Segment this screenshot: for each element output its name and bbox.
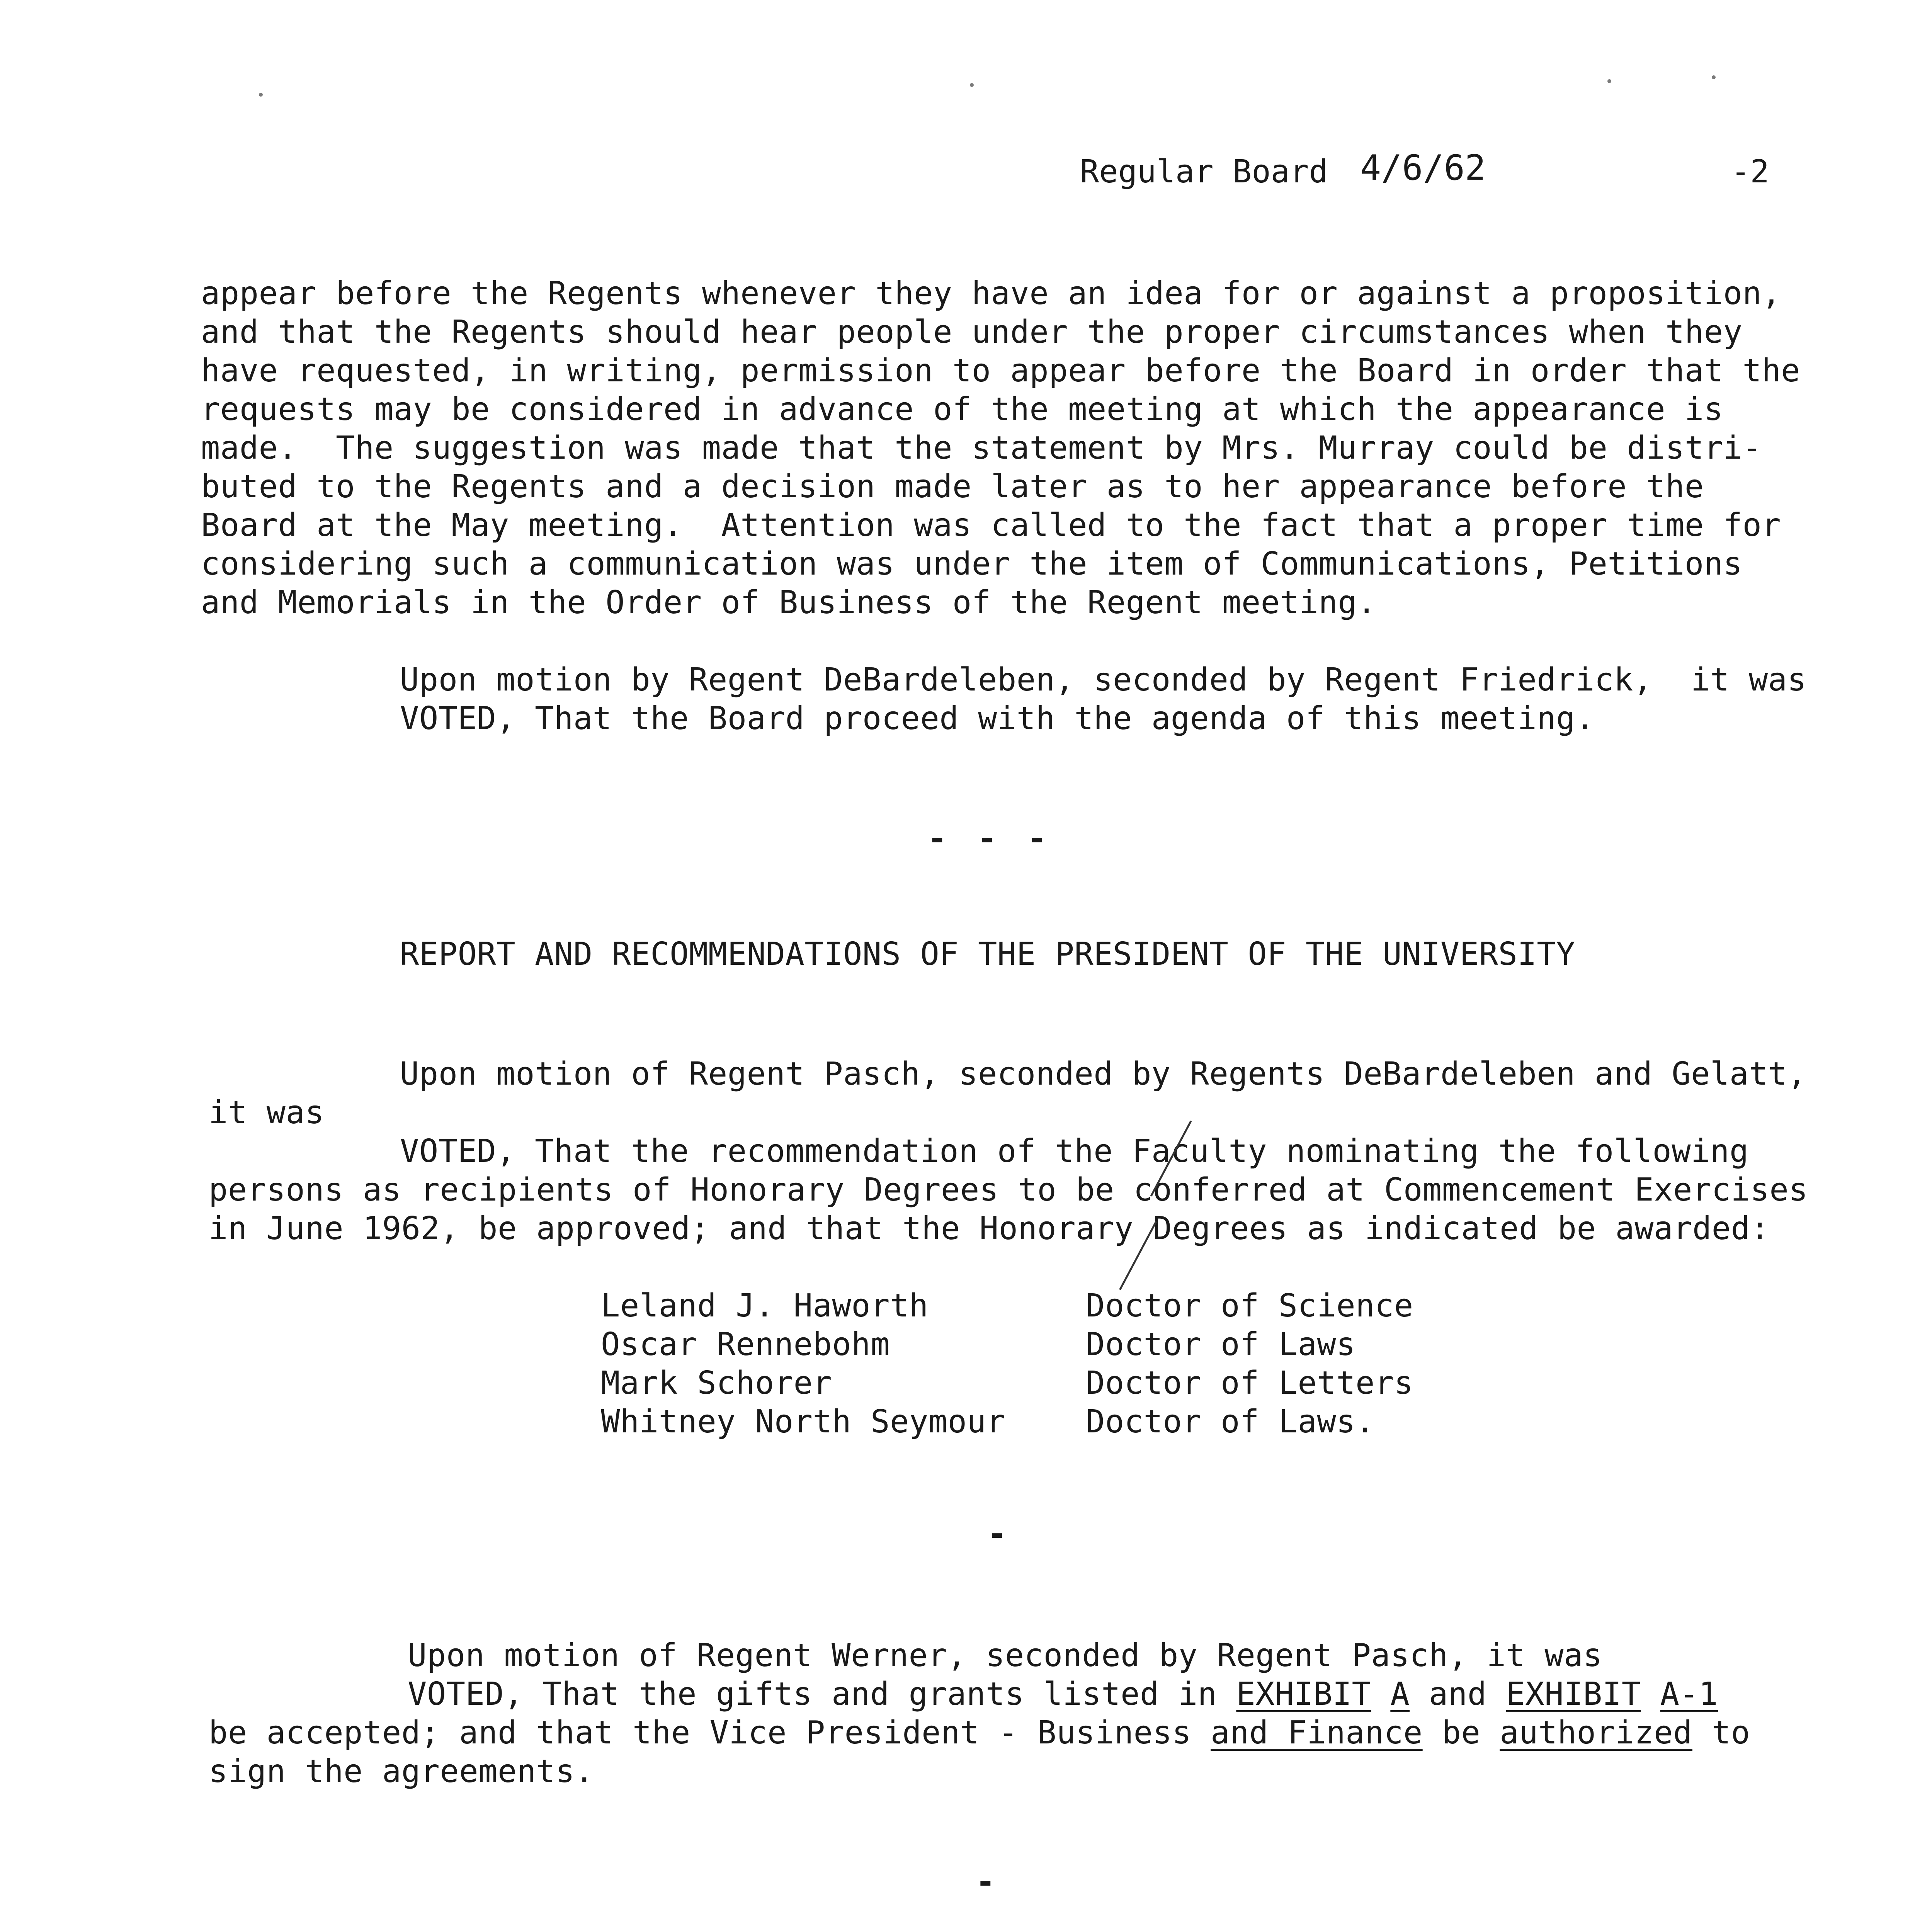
text-line: Upon motion by Regent DeBardeleben, seconded by Regent Friedrick, it was: [400, 662, 1807, 698]
text-fragment: [1371, 1676, 1390, 1713]
scan-speck: [1712, 75, 1716, 79]
section-separator: - - -: [927, 819, 1052, 857]
exhibit-a1-link-word: EXHIBIT: [1506, 1676, 1641, 1713]
text-line: it was: [209, 1094, 325, 1131]
scan-speck: [259, 93, 263, 97]
text-line: appear before the Regents whenever they have an idea for or against a proposition,: [201, 275, 1781, 312]
text-line: made. The suggestion was made that the statement by Mrs. Murray could be distri-: [201, 430, 1762, 466]
honoree-degree: Doctor of Science: [1086, 1287, 1413, 1324]
exhibit-a-letter: A: [1390, 1676, 1410, 1713]
honoree-name: Oscar Rennebohm: [601, 1326, 890, 1363]
text-line: persons as recipients of Honorary Degrees to be conferred at Commencement Exercises: [209, 1172, 1808, 1208]
scan-speck: [970, 83, 974, 87]
text-line: buted to the Regents and a decision made later as to her appearance before the: [201, 468, 1704, 505]
text-fragment: be accepted; and that the Vice President - Business: [209, 1714, 1211, 1751]
honoree-name: Leland J. Haworth: [601, 1287, 929, 1324]
honoree-degree: Doctor of Laws.: [1086, 1403, 1375, 1440]
honoree-name: Mark Schorer: [601, 1365, 832, 1401]
text-line: VOTED, That the recommendation of the Faculty nominating the following: [400, 1133, 1749, 1170]
text-line: Upon motion of Regent Werner, seconded by Regent Pasch, it was: [408, 1637, 1602, 1674]
header-title: Regular Board: [1080, 153, 1328, 190]
text-line: and Memorials in the Order of Business of the Regent meeting.: [201, 584, 1376, 621]
honoree-degree: Doctor of Letters: [1086, 1365, 1413, 1401]
text-fragment: be: [1422, 1714, 1500, 1751]
exhibit-a1-id: A-1: [1660, 1676, 1718, 1713]
text-line: VOTED, That the Board proceed with the agenda of this meeting.: [400, 700, 1595, 737]
section-separator: -: [976, 1862, 1001, 1900]
text-fragment: VOTED, That the gifts and grants listed in: [408, 1676, 1236, 1713]
text-line: requests may be considered in advance of the meeting at which the appearance is: [201, 391, 1723, 428]
text-fragment: authorized: [1500, 1714, 1692, 1751]
text-line: sign the agreements.: [209, 1753, 594, 1790]
text-line: Board at the May meeting. Attention was called to the fact that a proper time for: [201, 507, 1781, 544]
section-separator: -: [987, 1515, 1012, 1553]
exhibit-a-link-word: EXHIBIT: [1236, 1676, 1371, 1713]
section-heading: REPORT AND RECOMMENDATIONS OF THE PRESIDENT OF THE UNIVERSITY: [400, 936, 1575, 973]
text-fragment: and Finance: [1211, 1714, 1423, 1751]
text-line: and that the Regents should hear people under the proper circumstances when they: [201, 314, 1743, 350]
header-page-marker: -2: [1731, 153, 1769, 190]
text-line: in June 1962, be approved; and that the Honorary Degrees as indicated be awarded:: [209, 1210, 1770, 1247]
honoree-name: Whitney North Seymour: [601, 1403, 1006, 1440]
text-fragment: [1641, 1676, 1660, 1713]
text-line: [408, 1675, 1718, 1714]
honoree-degree: Doctor of Laws: [1086, 1326, 1356, 1363]
text-line: considering such a communication was under the item of Communications, Petitions: [201, 546, 1743, 582]
text-line: Upon motion of Regent Pasch, seconded by Regents DeBardeleben and Gelatt,: [400, 1056, 1807, 1092]
header-date: 4/6/62: [1360, 148, 1486, 188]
text-fragment: and: [1410, 1676, 1506, 1713]
text-line: have requested, in writing, permission to appear before the Board in order that the: [201, 352, 1801, 389]
text-fragment: to: [1692, 1714, 1750, 1751]
scan-speck: [1607, 79, 1611, 83]
text-line: [209, 1714, 1750, 1752]
